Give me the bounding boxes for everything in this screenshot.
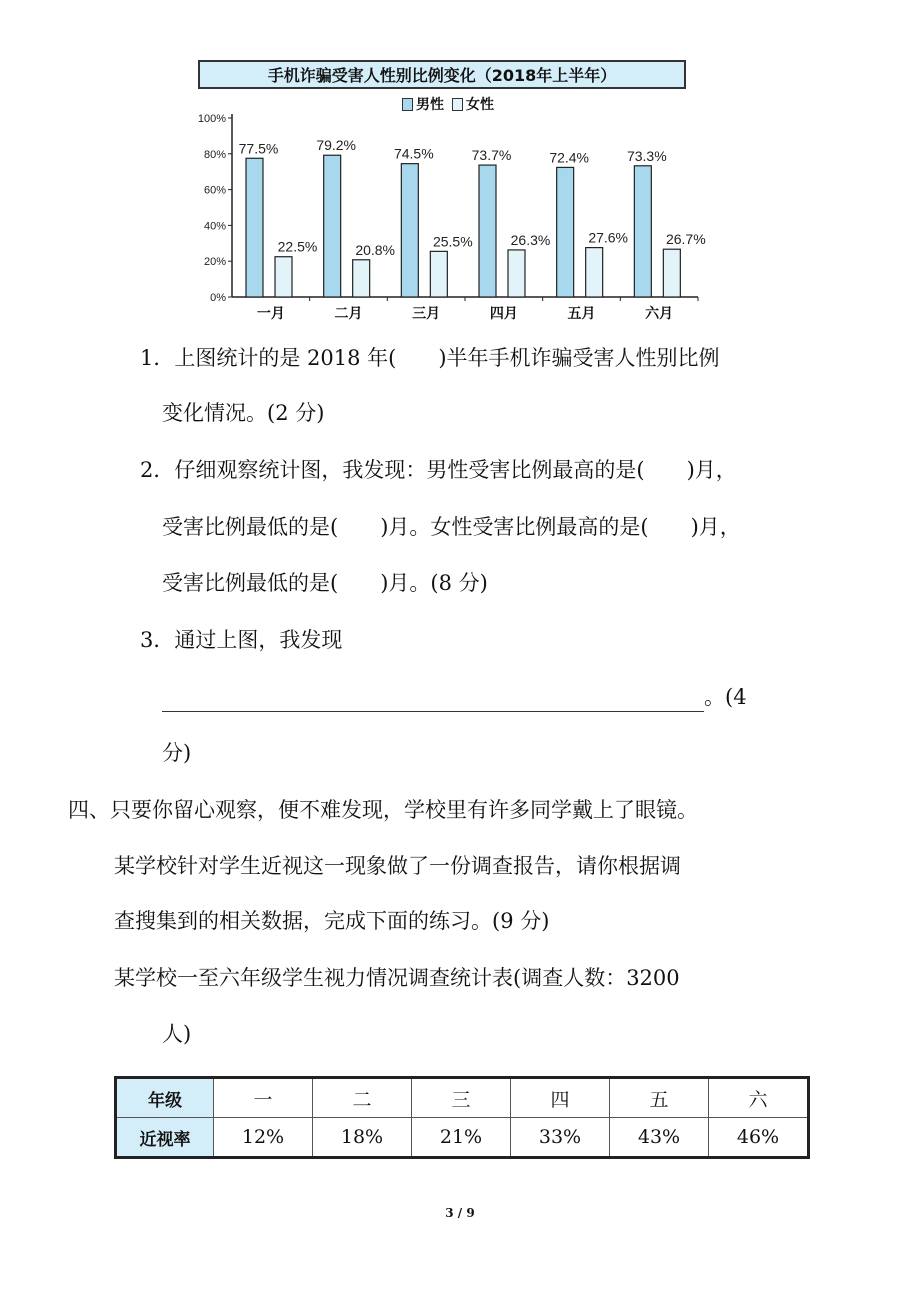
chart-title bbox=[198, 60, 686, 89]
rate-cell: 12% bbox=[214, 1118, 313, 1158]
bar-male bbox=[634, 166, 651, 297]
x-tick-label: 四月 bbox=[489, 306, 518, 322]
legend-item-female bbox=[452, 94, 494, 114]
bar-female bbox=[508, 250, 525, 297]
data-label: 74.5% bbox=[393, 145, 434, 162]
q2-line3-part-a: 受害比例最低的是( bbox=[162, 571, 339, 595]
bar-male bbox=[557, 167, 574, 297]
grade-cell: 五 bbox=[610, 1078, 709, 1118]
vision-survey-table bbox=[114, 1076, 810, 1159]
q3-text-suffix: 。(4 bbox=[704, 685, 747, 709]
data-label: 22.5% bbox=[277, 238, 318, 255]
x-tick-label: 六月 bbox=[645, 306, 674, 322]
rate-cell: 46% bbox=[709, 1118, 809, 1158]
data-label: 73.7% bbox=[471, 147, 512, 164]
x-tick-label: 五月 bbox=[567, 306, 596, 322]
grade-cell: 六 bbox=[709, 1078, 809, 1118]
rate-cell: 43% bbox=[610, 1118, 709, 1158]
chart-title-text: 手机诈骗受害人性别比例变化（2018年上半年） bbox=[267, 66, 617, 85]
q2-line3-part-b: )月。(8 分) bbox=[380, 571, 488, 595]
data-label: 25.5% bbox=[432, 233, 473, 250]
grade-cell: 二 bbox=[313, 1078, 412, 1118]
q2-line2-part-b: )月。女性受害比例最高的是( bbox=[380, 515, 649, 539]
y-tick-label: 0% bbox=[210, 292, 226, 304]
grade-cell: 四 bbox=[511, 1078, 610, 1118]
q3-text-line3: 分) bbox=[162, 741, 192, 765]
y-tick-label: 20% bbox=[203, 256, 226, 269]
bar-male bbox=[246, 158, 263, 297]
row-header-grade: 年级 bbox=[116, 1078, 214, 1118]
grade-cell: 一 bbox=[214, 1078, 313, 1118]
grade-cell: 三 bbox=[412, 1078, 511, 1118]
data-label: 79.2% bbox=[316, 137, 357, 154]
bar-female bbox=[663, 249, 680, 297]
section-4-heading: 四、只要你留心观察，便不难发现，学校里有许多同学戴上了眼镜。 bbox=[68, 798, 698, 822]
row-header-myopia-rate: 近视率 bbox=[116, 1118, 214, 1158]
bar-male bbox=[324, 155, 341, 297]
legend-label-male: 男性 bbox=[416, 97, 444, 113]
q3-answer-underline[interactable] bbox=[162, 691, 704, 712]
page-number: 3 / 9 bbox=[445, 1206, 475, 1220]
bar-male bbox=[401, 164, 418, 297]
table-row-rates bbox=[116, 1118, 809, 1158]
table-row-grades bbox=[116, 1078, 809, 1118]
data-label: 26.7% bbox=[665, 231, 706, 248]
x-tick-label: 二月 bbox=[334, 306, 363, 322]
x-tick-label: 一月 bbox=[256, 306, 285, 322]
legend-item-male bbox=[402, 94, 444, 114]
y-tick-label: 100% bbox=[197, 113, 226, 125]
legend-swatch-male bbox=[402, 98, 413, 111]
table-caption: 某学校一至六年级学生视力情况调查统计表(调查人数：3200 bbox=[114, 966, 680, 990]
rate-cell: 21% bbox=[412, 1118, 511, 1158]
bar-female bbox=[353, 260, 370, 297]
y-tick-label: 60% bbox=[203, 184, 226, 197]
rate-cell: 33% bbox=[511, 1118, 610, 1158]
section-4-text-line2: 某学校针对学生近视这一现象做了一份调查报告，请你根据调 bbox=[114, 854, 681, 878]
bar-female bbox=[430, 251, 447, 297]
y-tick-label: 80% bbox=[203, 148, 226, 161]
data-label: 77.5% bbox=[238, 140, 279, 157]
q1-text-prefix: 1．上图统计的是 2018 年( bbox=[140, 346, 397, 370]
q3-text-line1: 3．通过上图，我发现 bbox=[140, 628, 343, 652]
q2-text-suffix: )月， bbox=[686, 458, 737, 482]
table-caption-cont: 人) bbox=[162, 1022, 192, 1046]
rate-cell: 18% bbox=[313, 1118, 412, 1158]
bar-female bbox=[275, 257, 292, 297]
data-label: 73.3% bbox=[626, 147, 667, 164]
legend-swatch-female bbox=[452, 98, 463, 111]
bar-female bbox=[586, 248, 603, 297]
q2-line2-part-c: )月， bbox=[690, 515, 741, 539]
data-label: 27.6% bbox=[588, 229, 629, 246]
y-tick-label: 40% bbox=[203, 220, 226, 233]
section-4-text-line3: 查搜集到的相关数据，完成下面的练习。(9 分) bbox=[114, 909, 550, 933]
legend-label-female: 女性 bbox=[466, 97, 494, 113]
data-label: 26.3% bbox=[510, 231, 551, 248]
q2-text-prefix: 2．仔细观察统计图，我发现：男性受害比例最高的是( bbox=[140, 458, 645, 482]
q1-text-suffix: )半年手机诈骗受害人性别比例 bbox=[438, 346, 720, 370]
data-label: 20.8% bbox=[355, 241, 396, 258]
q1-text-line2: 变化情况。(2 分) bbox=[162, 401, 325, 425]
data-label: 72.4% bbox=[549, 149, 590, 166]
x-tick-label: 三月 bbox=[412, 306, 441, 322]
bar-male bbox=[479, 165, 496, 297]
gender-ratio-chart bbox=[190, 56, 710, 328]
chart-legend bbox=[402, 94, 494, 114]
q2-line2-part-a: 受害比例最低的是( bbox=[162, 515, 339, 539]
